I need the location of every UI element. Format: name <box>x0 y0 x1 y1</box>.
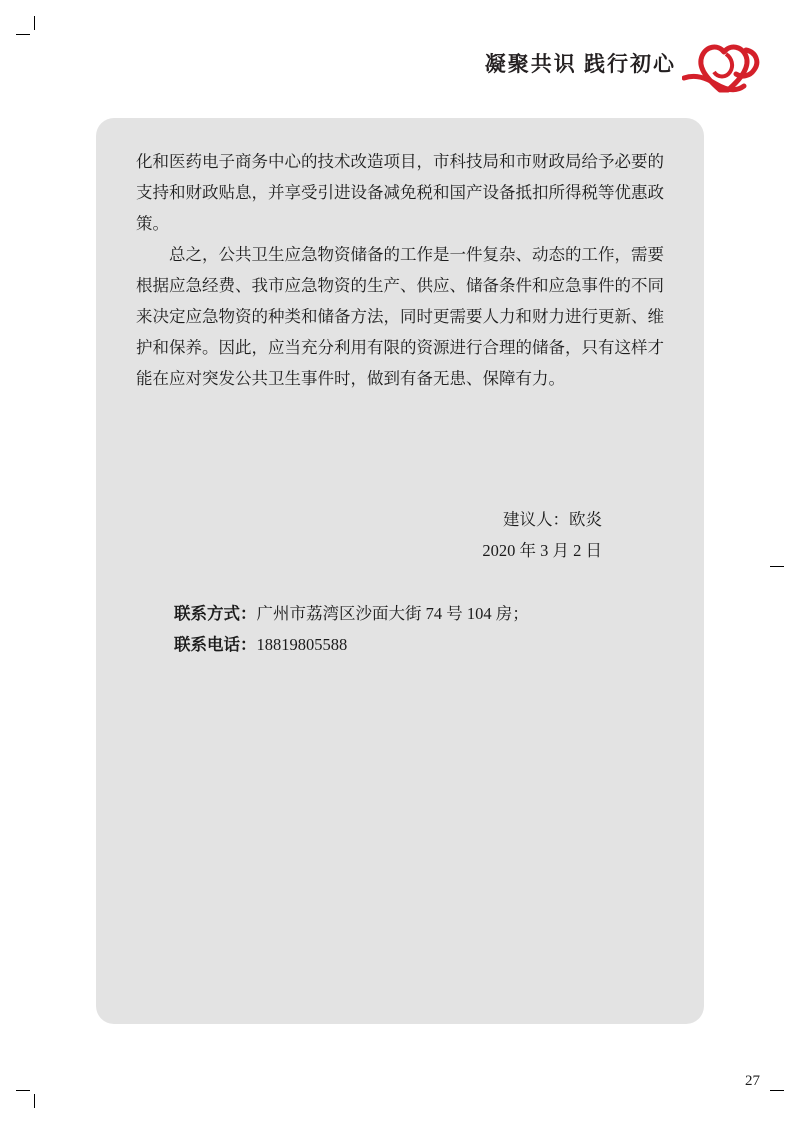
document-body <box>136 146 664 394</box>
crop-mark-bottom-left <box>34 1094 35 1108</box>
crop-mark-bottom-left-h <box>16 1090 30 1091</box>
contact-phone-row <box>174 629 529 660</box>
heart-ribbon-icon <box>682 34 760 96</box>
crop-mark-right-lower <box>770 1090 784 1091</box>
page-number: 27 <box>745 1073 760 1089</box>
signature-date: 2020 年 3 月 2 日 <box>482 541 602 560</box>
contact-block <box>174 598 529 660</box>
contact-phone-value: 18819805588 <box>256 635 348 654</box>
crop-mark-top-left-h <box>16 34 30 35</box>
contact-address-label: 联系方式： <box>174 604 257 623</box>
header-banner <box>485 30 760 100</box>
paragraph-2: 总之，公共卫生应急物资储备的工作是一件复杂、动态的工作，需要根据应急经费、我市应急物资的生产、供应、储备条件和应急事件的不同来决定应急物资的种类和储备方法，同时更需要人力和财力进行更新、维护和保养。因此，应当充分利用有限的资源进行合理的储备，只有这样才能在应对突发公共卫生事件时，做到有备无患、保障有力。 <box>136 245 664 388</box>
crop-mark-right-upper <box>770 566 784 567</box>
signature-block <box>96 504 664 566</box>
contact-address-row <box>174 598 529 629</box>
signature-proposer: 建议人：欧炎 <box>503 510 602 529</box>
contact-address-value: 广州市荔湾区沙面大街 74 号 104 房； <box>256 604 529 623</box>
content-panel <box>96 118 704 1024</box>
contact-phone-label: 联系电话： <box>174 635 257 654</box>
crop-mark-top-left <box>34 16 35 30</box>
header-slogan: 凝聚共识 践行初心 <box>484 52 676 76</box>
paragraph-1: 化和医药电子商务中心的技术改造项目，市科技局和市财政局给予必要的支持和财政贴息，并享受引进设备减免税和国产设备抵扣所得税等优惠政策。 <box>136 152 664 233</box>
